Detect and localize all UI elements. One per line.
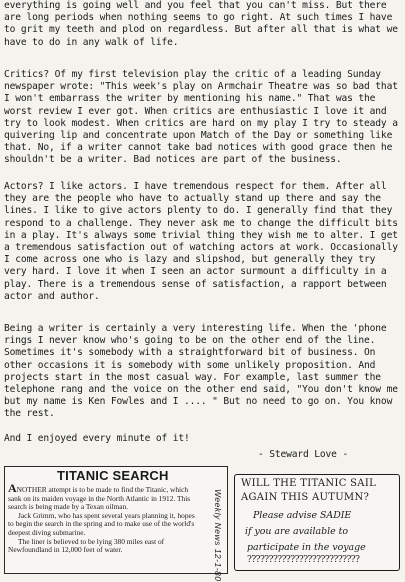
note-line-2: AGAIN THIS AUTUMN? — [241, 492, 370, 503]
clipping-source-label: Weekly News 12-1-80 — [213, 489, 223, 582]
article-closing-line: And I enjoyed every minute of it! — [4, 433, 190, 444]
clipping-body — [8, 481, 196, 555]
author-signature: - Steward Love - — [258, 449, 349, 460]
article-paragraph-critics: Critics? Of my first television play the critic of a leading Sunday newspaper wrote: "This week's play on Armchair Theatre was so bad that I won't embarrass the writer by mentioning his name." That was the worst review I ever got. When critics are enthusiastic I love it and try to look modest. When critics are hard on my play I try to steady a quivering lip and concentrate upon Match of the Day or something like that. No, if a writer cannot take bad notices with good grace then he shouldn't be a writer. Bad notices are part of the business. — [4, 69, 398, 166]
article-paragraph-actors: Actors? I like actors. I have tremendous respect for them. After all they are the people who have to actually stand up there and say the lines. I like to give actors plenty to do. I generally find that they respond to a challenge. They never ask me to change the difficult bits in a play. It's always some trivial thing they wish me to alter. I get a tremendous satisfaction out of watching actors at work. Occasionally I come across one who is lazy and slipshod, but generally they try very hard. I love it when I seen an actor surmount a difficulty in a play. There is a tremendous sense of satisfaction, a rapport between actor and author. — [4, 181, 398, 302]
handwritten-note-box — [234, 474, 400, 571]
article-paragraph-writer-life: Being a writer is certainly a very interesting life. When the 'phone rings I never know who's going to be on the other end of the line. Sometimes it's somebody with a straightforward bit of business. On other occasions it is somebody with some unlikely proposition. And projects start in the most casual way. For example, last summer the telephone rang and the voice on the other end said, "You don't know me but my name is Ken Fowles and I .... " But no need to go on. You know the rest. — [4, 323, 398, 420]
clipping-title: TITANIC SEARCH — [57, 468, 169, 483]
clipping-paragraph-2: Jack Grimm, who has spent several years planning it, hopes to begin the search in the spring and to make use of the world's deepest diving submarine. — [8, 510, 195, 537]
article-paragraph-1: everything is going well and you feel that you can't miss. But there are long periods when nothing seems to go right. At such times I have to grit my teeth and plod on regardless. But after all that is what we have to do in any walk of life. — [4, 0, 398, 48]
clipping-paragraph-1: ANOTHER attempt is to be made to find the Titanic, which sank on its maiden voyage in the North Atlantic in 1912. This search is being made by a Texan oilman. — [8, 481, 191, 512]
note-line-1: WILL THE TITANIC SAIL — [241, 478, 377, 489]
newspaper-clipping — [4, 466, 228, 582]
clipping-paragraph-3: The liner is believed to be lying 380 miles east of Newfoundland in 12,000 feet of water. — [8, 536, 165, 555]
clipping-dropcap: A — [8, 481, 17, 495]
note-line-5: participate in the voyage — [247, 542, 366, 553]
note-question-marks: ?????????????????????????? — [247, 555, 360, 565]
note-line-3: Please advise SADIE — [253, 510, 352, 521]
note-line-4: if you are available to — [245, 526, 349, 537]
